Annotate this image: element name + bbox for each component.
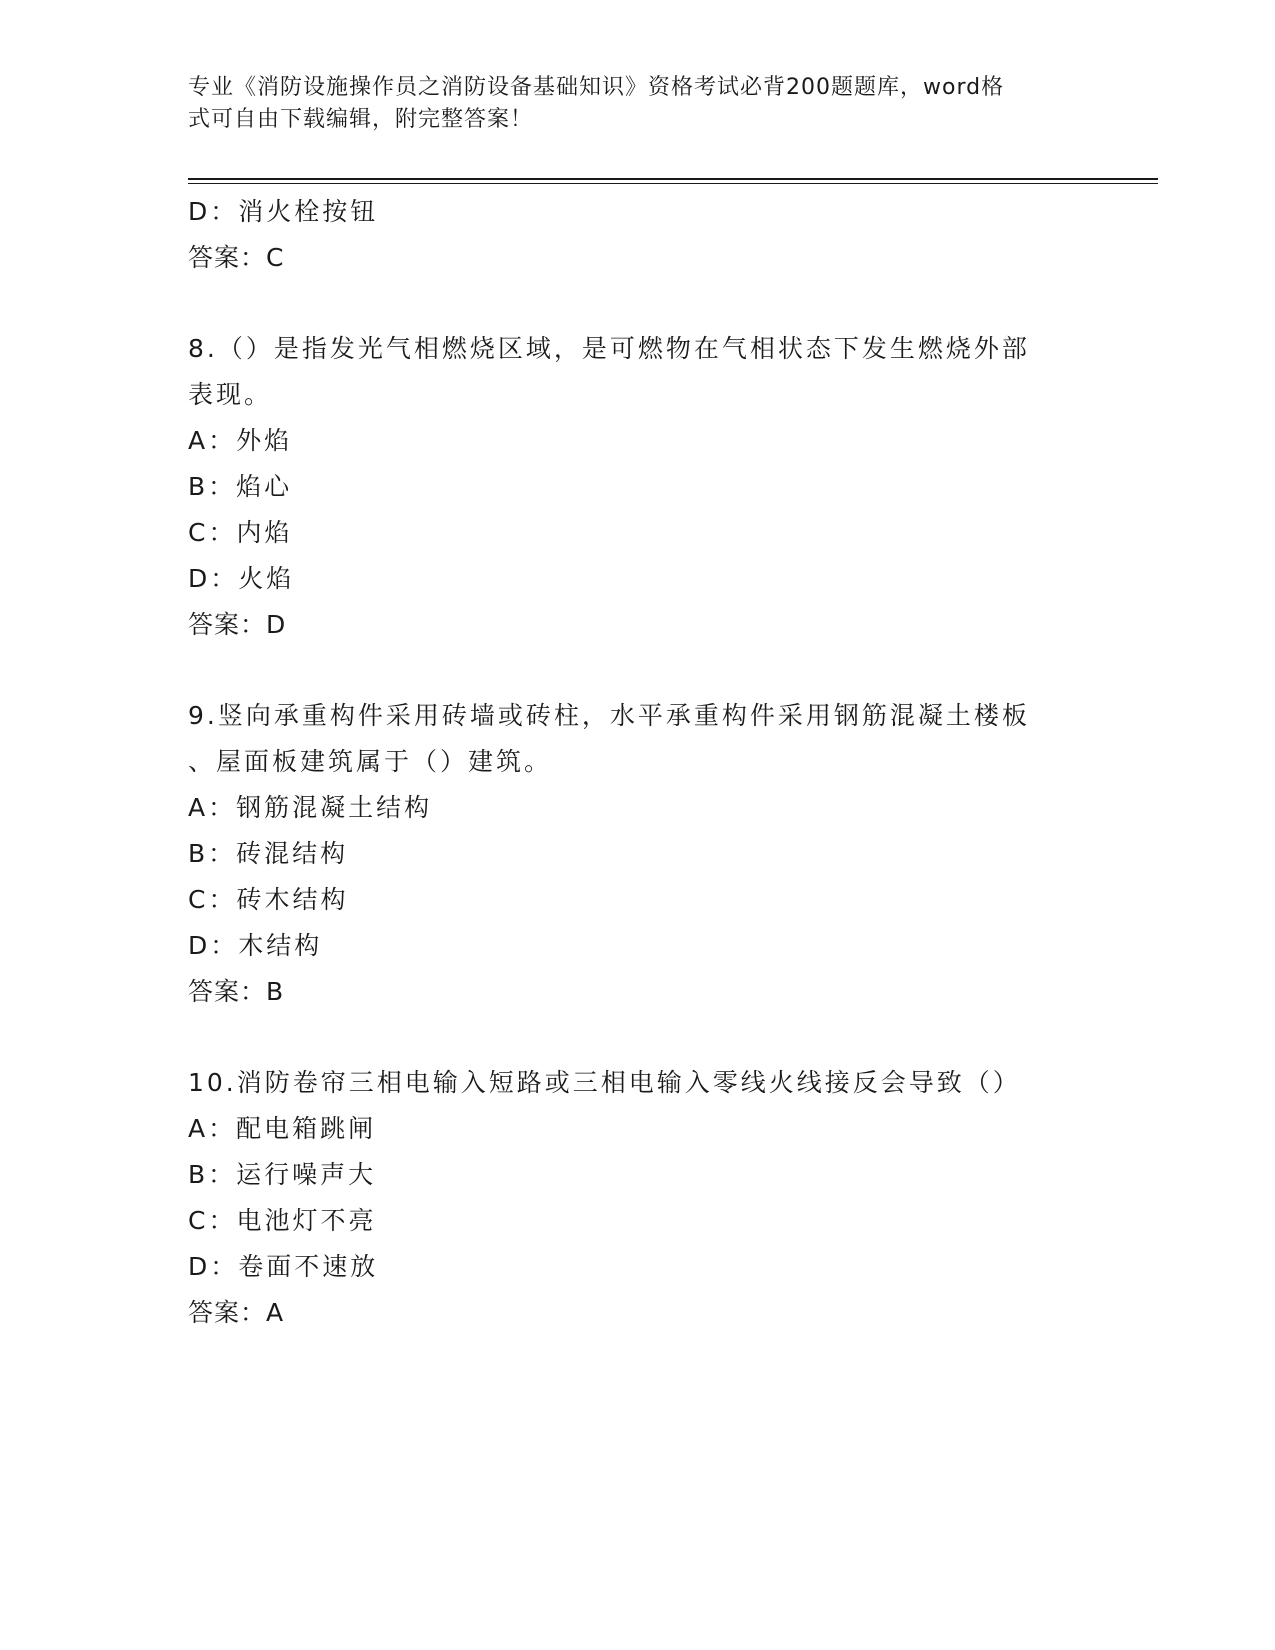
option-c: C：内焰 bbox=[188, 518, 293, 547]
answer-line: 答案：B bbox=[188, 977, 285, 1006]
option-a: A：外焰 bbox=[188, 426, 293, 455]
header-divider-thick bbox=[188, 178, 1158, 180]
header-divider-thin bbox=[188, 183, 1158, 184]
carryover-question bbox=[188, 189, 1078, 281]
spacer bbox=[188, 648, 1078, 693]
question-stem-line: 8.（）是指发光气相燃烧区域，是可燃物在气相状态下发生燃烧外部 bbox=[188, 334, 1030, 363]
option-d: D：火焰 bbox=[188, 564, 295, 593]
option-c: C：砖木结构 bbox=[188, 885, 349, 914]
option-b: B：运行噪声大 bbox=[188, 1160, 377, 1189]
question-stem-line: 、屋面板建筑属于（）建筑。 bbox=[188, 747, 553, 776]
question-8 bbox=[188, 326, 1078, 648]
question-9 bbox=[188, 693, 1078, 1015]
answer-line: 答案：D bbox=[188, 610, 287, 639]
spacer bbox=[188, 1015, 1078, 1060]
option-a: A：配电箱跳闸 bbox=[188, 1114, 377, 1143]
option-b: B：焰心 bbox=[188, 472, 293, 501]
question-stem-line: 10.消防卷帘三相电输入短路或三相电输入零线火线接反会导致（） bbox=[188, 1068, 1021, 1097]
question-stem-line: 表现。 bbox=[188, 380, 273, 409]
option-d: D：木结构 bbox=[188, 931, 323, 960]
question-stem-line: 9.竖向承重构件采用砖墙或砖柱，水平承重构件采用钢筋混凝土楼板 bbox=[188, 701, 1030, 730]
question-10 bbox=[188, 1060, 1078, 1336]
option-b: B：砖混结构 bbox=[188, 839, 349, 868]
option-d: D：消火栓按钮 bbox=[188, 197, 379, 226]
spacer bbox=[188, 281, 1078, 326]
question-list bbox=[188, 189, 1078, 1336]
answer-line: 答案：A bbox=[188, 1298, 285, 1327]
header-line-1: 专业《消防设施操作员之消防设备基础知识》资格考试必背200题题库，word格 bbox=[188, 75, 1005, 100]
document-header bbox=[188, 72, 1068, 136]
option-c: C：电池灯不亮 bbox=[188, 1206, 377, 1235]
answer-line: 答案：C bbox=[188, 243, 285, 272]
option-a: A：钢筋混凝土结构 bbox=[188, 793, 433, 822]
header-line-2: 式可自由下载编辑，附完整答案！ bbox=[188, 107, 534, 132]
option-d: D：卷面不速放 bbox=[188, 1252, 379, 1281]
